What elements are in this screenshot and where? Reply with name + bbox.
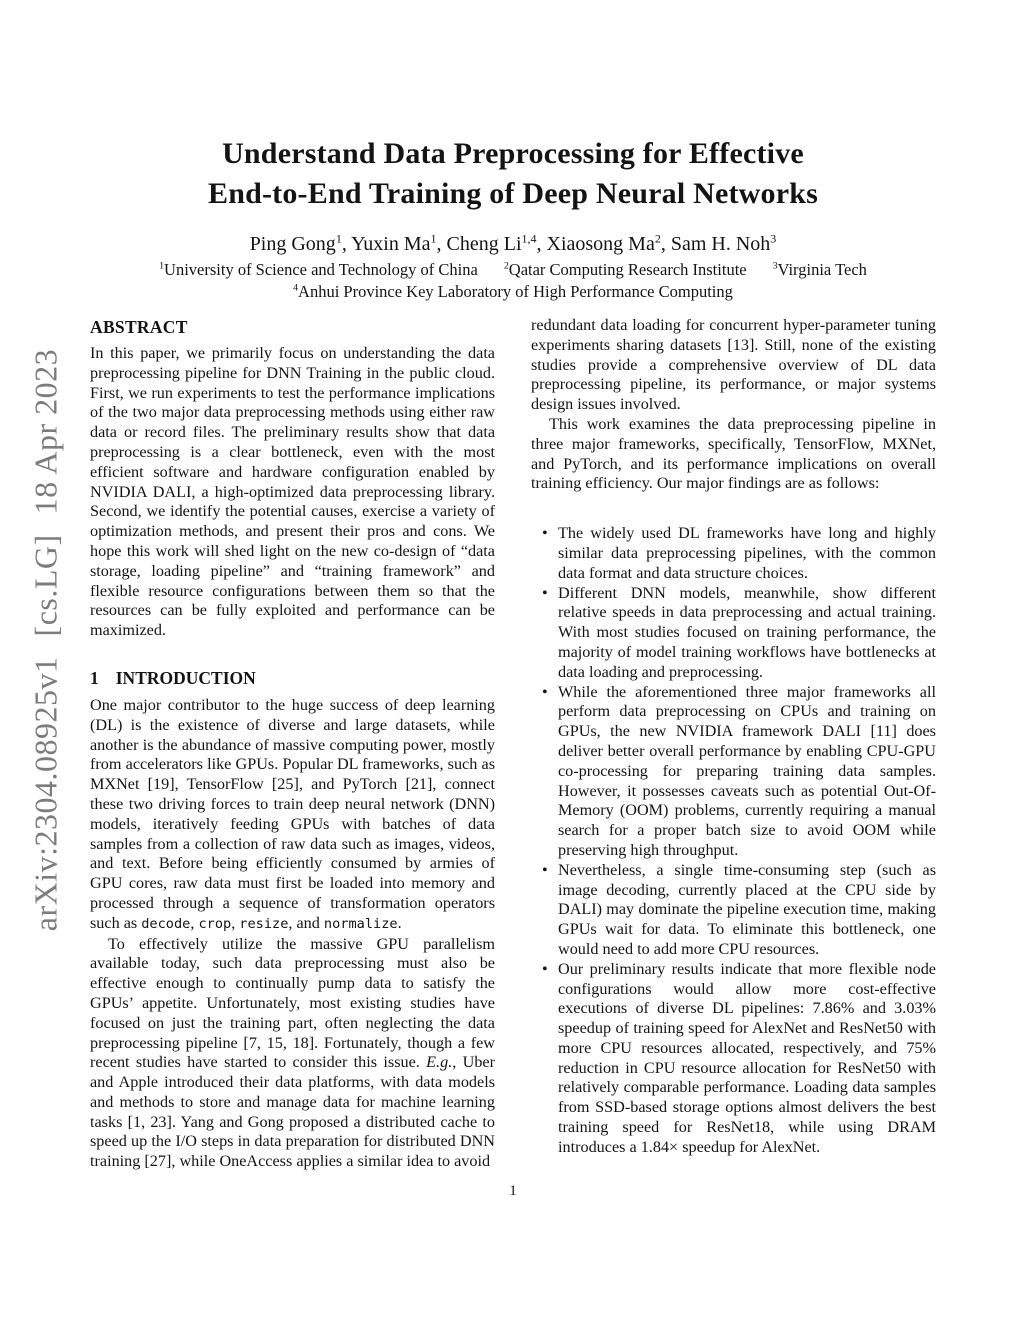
code-term-normalize: normalize (323, 915, 398, 932)
finding-item: • Nevertheless, a single time-consuming step (such as image decoding, currently placed at the CPU side by DALI) may dominate the pipeline execution time, making GPUs wait for data. To eliminate this bottleneck, one would need to add more CPU resources. (558, 861, 936, 960)
text-segment: , and (288, 913, 324, 932)
author-name: , Cheng Li (436, 233, 522, 255)
affiliation: $^3$Virginia Tech (772, 260, 867, 279)
finding-item: • Our preliminary results indicate that more flexible node configurations would allow more cost-effective executions of diverse DL pipelines: 7.86% and 3.03% speedup of training speed for AlexNet and ResNet50 with more CPU resources allocated, respectively, and 75% reduction in CPU resource allocation for ResNet50 with relatively comparable performance. Loading data samples from SSD-based storage options almost delivers the best training speed for ResNet18, while using DRAM introduces a 1.84× speedup for AlexNet. (558, 960, 936, 1158)
arxiv-id: arXiv:2304.08925v1 (27, 656, 64, 932)
body-paragraph-continuation: redundant data loading for concurrent hyper-parameter tuning experiments sharing datasets [13]. Still, none of the existing studies provide a comprehensive overview of DL data preprocessing pipeline, its performance, or major systems design issues involved. (531, 316, 936, 414)
title-line-2: End-to-End Training of Deep Neural Networks (207, 177, 819, 210)
arxiv-date: 18 Apr 2023 (27, 348, 64, 515)
findings-list (531, 524, 936, 1158)
code-term-crop: crop (198, 915, 232, 932)
right-column (531, 316, 936, 1172)
text-segment: , Uber and Apple introduced their data platforms, with data models and methods to store and manage data for machine learning tasks [1, 23]. Yang and Gong proposed a distributed cache to speed up the I/O steps in data preparation for distributed DNN training [27], while OneAccess applies a similar idea to avoid (90, 1053, 495, 1171)
title-line-1: Understand Data Preprocessing for Effective (222, 137, 804, 170)
finding-item: • While the aforementioned three major frameworks all perform data preprocessing on CPUs and training on GPUs, the new NVIDIA framework DALI [11] does deliver better overall performance by enabling CPU-GPU co-processing for preparing training data samples. However, it possesses caveats such as potential Out-Of-Memory (OOM) problems, currently requiring a manual search for a proper batch size to avoid OOM while preserving high throughput. (558, 683, 936, 861)
intro-paragraph-1 (90, 696, 495, 935)
arxiv-watermark (28, 349, 65, 931)
code-term-decode: decode (141, 915, 191, 932)
affiliation-line-2 (90, 281, 936, 303)
section-title: INTRODUCTION (115, 667, 256, 688)
text-segment: . (397, 913, 402, 932)
finding-item: • The widely used DL frameworks have long and highly similar data preprocessing pipelines, with the common data format and data structure choices. (558, 524, 936, 583)
page-number: 1 (509, 1183, 517, 1199)
code-term-resize: resize (239, 915, 289, 932)
author-name: , Yuxin Ma (341, 233, 431, 255)
affiliation: $^4$Anhui Province Key Laboratory of High Performance Computing (293, 282, 733, 301)
arxiv-category: [cs.LG] (27, 534, 64, 637)
affiliation: $^2$Qatar Computing Research Institute (503, 260, 747, 279)
intro-paragraph-2 (90, 935, 495, 1173)
affiliation: $^1$University of Science and Technology of China (159, 260, 478, 279)
author-affiliation-mark: 1 (430, 231, 437, 246)
left-column (90, 316, 495, 1172)
text-segment: One major contributor to the huge success of deep learning (DL) is the existence of diverse and large datasets, while another is the abundance of massive computing power, mostly from accelerators like GPUs. Popular DL frameworks, such as MXNet [19], TensorFlow [25], and PyTorch [21], connect these two driving forces to train deep neural network (DNN) models, iteratively feeding GPUs with batches of data samples from a collection of raw data such as images, videos, and text. Before being efficiently consumed by armies of GPU cores, raw data must first be loaded into memory and processed through a sequence of transformation operators such as (90, 695, 495, 932)
author-name: Ping Gong (249, 233, 336, 255)
author-affiliation-mark: 2 (654, 231, 661, 246)
author-affiliation-mark: 1,4 (521, 231, 537, 246)
text-segment: , (190, 913, 199, 932)
text-segment: To effectively utilize the massive GPU parallelism available today, such data preprocessing must also be effective enough to continually pump data to satisfy the GPUs’ appetite. Unfortunately, most existing studies have focused on just the training part, often neglecting the data preprocessing pipeline [7, 15, 18]. Fortunately, though a few recent studies have started to consider this issue. (90, 934, 495, 1072)
affiliation-line-1 (90, 259, 936, 281)
author-name: , Sam H. Noh (660, 233, 771, 255)
author-name: , Xiaosong Ma (536, 233, 655, 255)
affiliations (90, 259, 936, 303)
abstract-heading: ABSTRACT (90, 317, 188, 337)
section-heading-introduction (90, 667, 495, 689)
author-line (90, 231, 936, 257)
emphasis-eg: E.g. (426, 1053, 453, 1072)
paper-title (90, 134, 936, 214)
body-paragraph-findings-intro: This work examines the data preprocessing pipeline in three major frameworks, specifically, TensorFlow, MXNet, and PyTorch, and its performance implications on overall training efficiency. Our major findings are as follows: (531, 414, 936, 493)
two-column-body (90, 316, 936, 1172)
author-affiliation-mark: 3 (770, 231, 777, 246)
text-segment: , (231, 913, 240, 932)
author-affiliation-mark: 1 (335, 231, 342, 246)
finding-item: • Different DNN models, meanwhile, show different relative speeds in data preprocessing and actual training. With most studies focused on training performance, the majority of model training workflows have bottlenecks at data loading and preprocessing. (558, 584, 936, 683)
section-number: 1 (90, 667, 99, 688)
page-content (90, 0, 936, 1199)
abstract-paragraph: In this paper, we primarily focus on understanding the data preprocessing pipeline for DNN Training in the public cloud. First, we run experiments to test the performance implications of the two major data preprocessing methods using either raw data or record files. The preliminary results show that data preprocessing is a clear bottleneck, even with the most efficient software and hardware configuration enabled by NVIDIA DALI, a high-optimized data preprocessing library. Second, we identify the potential causes, exercise a variety of optimization methods, and present their pros and cons. We hope this work will shed light on the new co-design of “data storage, loading pipeline” and “training framework” and flexible resource configurations between them so that the resources can be fully exploited and performance can be maximized. (90, 344, 495, 640)
